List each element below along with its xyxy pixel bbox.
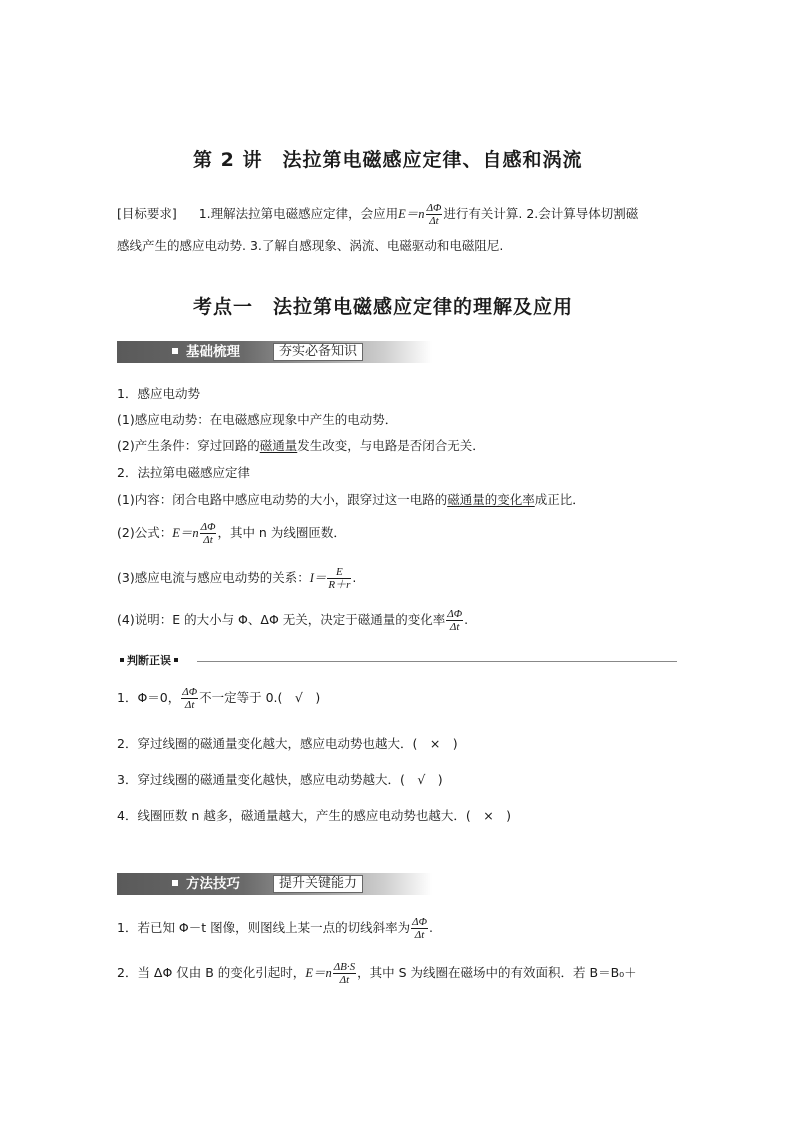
fraction: $\frac{\Delta\Phi}{\Delta t}$: [447, 608, 463, 633]
basics-p2: (2)产生条件：穿过回路的磁通量发生改变，与电路是否闭合无关．: [117, 438, 485, 453]
banner-methods: 方法技巧 提升关键能力: [117, 873, 432, 895]
square-icon: [172, 348, 178, 354]
judgement-1: 1．Φ＝0， $\frac{\Delta\Phi}{\Delta t}$ 不一定等于 0.( √ ): [117, 686, 321, 711]
fraction: $\frac{\Delta B\cdot S}{\Delta t}$: [333, 961, 356, 986]
objectives-tag: [目标要求]: [117, 206, 177, 221]
basics-p4: (2)公式：E＝n $\frac{\Delta\Phi}{\Delta t}$ ，其中 n 为线圈匝数．: [117, 521, 346, 546]
basics-p5: (3)感应电流与感应电动势的关系：I＝ $\frac{E}{R+r}$ .: [117, 566, 357, 591]
fraction: $\frac{E}{R+r}$: [328, 566, 351, 591]
judgement-2: 2．穿过线圈的磁通量变化越大，感应电动势也越大．( × ): [117, 736, 458, 751]
banner-basics: 基础梳理 夯实必备知识: [117, 341, 432, 363]
basics-heading-1: 1．感应电动势: [117, 386, 200, 401]
basics-p1: (1)感应电动势：在电磁感应现象中产生的电动势．: [117, 412, 398, 427]
fraction: $\frac{\Delta\Phi}{\Delta t}$: [200, 521, 216, 546]
method-1: 1．若已知 Φ－t 图像，则图线上某一点的切线斜率为 $\frac{\Delta\Phi}{\Delta t}$ .: [117, 916, 433, 941]
page-title: 第 2 讲 法拉第电磁感应定律、自感和涡流: [193, 149, 583, 171]
method-2: 2．当 ΔΦ 仅由 B 的变化引起时，E＝n $\frac{\Delta B\cdot S}{\Delta t}$ ，其中 S 为线圈在磁场中的有效面积．若 B＝B₀＋: [117, 961, 637, 986]
fraction: $\frac{\Delta\Phi}{\Delta t}$: [412, 916, 427, 941]
basics-heading-2: 2．法拉第电磁感应定律: [117, 465, 250, 480]
banner-basics-sub: 夯实必备知识: [273, 343, 363, 361]
judge-divider: [117, 654, 677, 668]
objectives-line-2: 感线产生的感应电动势. 3.了解自感现象、涡流、电磁驱动和电磁阻尼.: [117, 238, 504, 253]
judgement-4: 4．线圈匝数 n 越多，磁通量越大，产生的感应电动势也越大．( × ): [117, 808, 512, 823]
banner-methods-sub: 提升关键能力: [273, 875, 363, 893]
basics-p3: (1)内容：闭合电路中感应电动势的大小，跟穿过这一电路的磁通量的变化率成正比．: [117, 492, 585, 507]
basics-p6: (4)说明：E 的大小与 Φ、ΔΦ 无关，决定于磁通量的变化率 $\frac{\Delta\Phi}{\Delta t}$ .: [117, 608, 469, 633]
fraction: $\frac{\Delta\Phi}{\Delta t}$: [426, 202, 442, 227]
fraction: $\frac{\Delta\Phi}{\Delta t}$: [182, 686, 198, 711]
square-icon: [172, 880, 178, 886]
section-title: 考点一 法拉第电磁感应定律的理解及应用: [193, 296, 574, 318]
objectives-line-1: [目标要求] 1.理解法拉第电磁感应定律，会应用E＝n $\frac{\Delta\Phi}{\Delta t}$ 进行有关计算. 2.会计算导体切割磁: [117, 202, 639, 227]
judgement-3: 3．穿过线圈的磁通量变化越快，感应电动势越大．( √ ): [117, 772, 443, 787]
judge-label: 判断正误: [127, 654, 171, 667]
